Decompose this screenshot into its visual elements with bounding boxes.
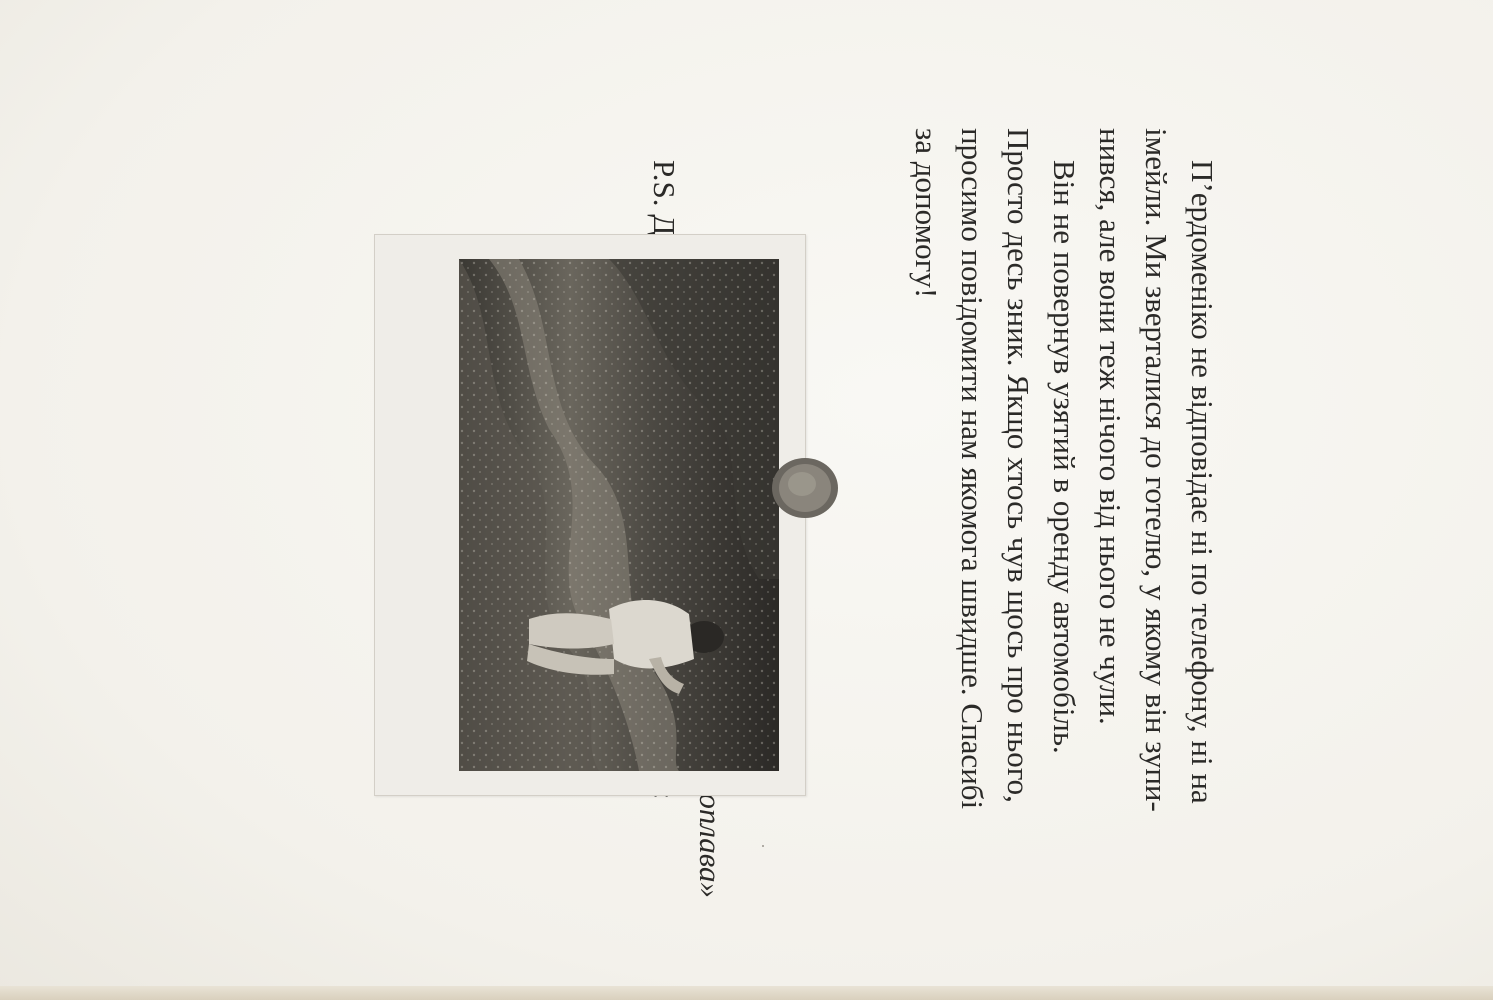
photo-of-man-on-rocky-shore-icon: [459, 259, 779, 771]
photo-frame: [374, 234, 806, 796]
paper-speck: [762, 845, 764, 847]
round-pin-icon: [770, 455, 840, 521]
paragraph-2: Він не повернув узятий в оренду автомобіль. Просто десь зник. Якщо хтось чув щось про нього, просимо повідомити нам якомога швидше. Спасибі за допомогу!: [909, 128, 1082, 810]
page-bottom-edge: [0, 986, 1493, 1000]
paragraph-1: П’ердоменіко не відповідає ні по телефону, ні на імейли. Ми зверталися до готелю, у якому він зупи- нився, але вони теж нічого від нього не чули.: [1093, 128, 1220, 812]
